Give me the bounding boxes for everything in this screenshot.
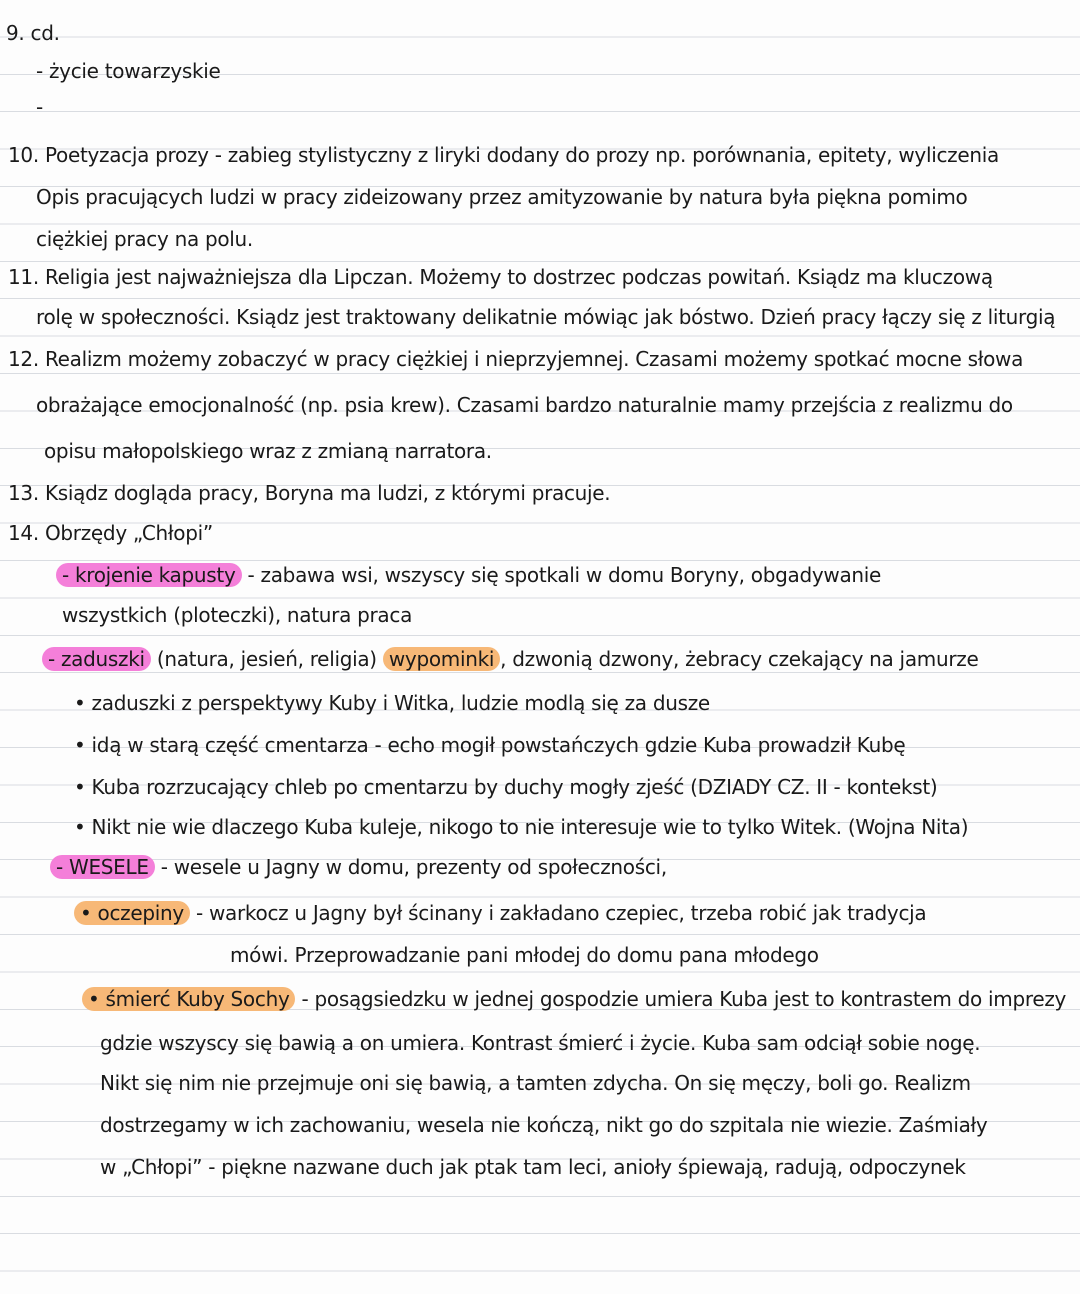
line-smierc-cont-2 [100, 1068, 1072, 1104]
line-wesele [50, 852, 1072, 888]
bullet-oczepiny [74, 898, 1072, 934]
text: w „Chłopi” - piękne nazwane duch jak ptak tam leci, anioły śpiewają, radują, odpoczynek [100, 1155, 966, 1179]
text: , dzwonią dzwony, żebracy czekający na jamurze [500, 647, 979, 671]
text: • zaduszki z perspektywy Kuby i Witka, ludzie modlą się za dusze [74, 691, 710, 715]
line-krojenie-cont [62, 600, 1072, 636]
line-item-10-cont-1 [36, 182, 1072, 218]
text: • Kuba rozrzucający chleb po cmentarzu by duchy mogły zjeść (DZIADY CZ. II - kontekst) [74, 775, 938, 799]
line-item-10-cont-2 [36, 224, 1072, 260]
line-item-12 [8, 344, 1072, 380]
highlight-oczepiny: • oczepiny [74, 901, 190, 925]
bullet-chleb-cmentarz [74, 772, 1072, 808]
text: - posągsiedzku w jednej gospodzie umiera Kuba jest to kontrastem do imprezy [295, 987, 1067, 1011]
text: 10. Poetyzacja prozy - zabieg stylistyczny z liryki dodany do prozy np. porównania, epitety, wyliczenia [8, 143, 999, 167]
line-social-life [36, 56, 1072, 92]
text: 14. Obrzędy „Chłopi” [8, 521, 213, 545]
text: rolę w społeczności. Ksiądz jest traktowany delikatnie mówiąc jak bóstwo. Dzień pracy łączy się z liturgią [36, 305, 1056, 329]
highlight-zaduszki: - zaduszki [42, 647, 151, 671]
text: 11. Religia jest najważniejsza dla Lipczan. Możemy to dostrzec podczas powitań. Ksiądz ma kluczową [8, 265, 993, 289]
bullet-kuba-kuleje [74, 812, 1072, 848]
text: Nikt się nim nie przejmuje oni się bawią, a tamten zdycha. On się męczy, boli go. Realizm [100, 1071, 971, 1095]
line-item-9 [6, 18, 1072, 54]
text: - [36, 95, 43, 119]
text: 9. cd. [6, 21, 60, 45]
highlight-wesele: - WESELE [50, 855, 155, 879]
line-smierc-cont-1 [100, 1028, 1072, 1064]
highlight-smierc-kuby-sochy: • śmierć Kuby Sochy [82, 987, 295, 1011]
line-item-11 [8, 262, 1072, 298]
text: • Nikt nie wie dlaczego Kuba kuleje, nikogo to nie interesuje wie to tylko Witek. (Wojna Nita) [74, 815, 969, 839]
line-item-12-cont-1 [36, 390, 1072, 426]
bullet-zaduszki-perspektywa [74, 688, 1072, 724]
line-krojenie-kapusty [56, 560, 1072, 596]
text: - warkocz u Jagny był ścinany i zakładano czepiec, trzeba robić jak tradycja [189, 901, 927, 925]
text: - zabawa wsi, wszyscy się spotkali w domu Boryny, obgadywanie [241, 563, 882, 587]
text: - życie towarzyskie [36, 59, 221, 83]
line-item-11-cont [36, 302, 1072, 338]
line-dash [36, 92, 1072, 128]
line-smierc-cont-4 [100, 1152, 1072, 1188]
line-smierc-cont-3 [100, 1110, 1072, 1146]
bullet-smierc-kuby [82, 984, 1072, 1020]
line-item-12-cont-2 [44, 436, 1072, 472]
text: mówi. Przeprowadzanie pani młodej do domu pana młodego [230, 943, 819, 967]
text: obrażające emocjonalność (np. psia krew). Czasami bardzo naturalnie mamy przejścia z realizmu do [36, 393, 1013, 417]
line-item-10 [8, 140, 1072, 176]
text: dostrzegamy w ich zachowaniu, wesela nie kończą, nikt go do szpitala nie wiezie. Zaśmiały [100, 1113, 988, 1137]
text: wszystkich (ploteczki), natura praca [62, 603, 413, 627]
text: (natura, jesień, religia) [150, 647, 383, 671]
text: 13. Ksiądz dogląda pracy, Boryna ma ludzi, z którymi pracuje. [8, 481, 611, 505]
text: ciężkiej pracy na polu. [36, 227, 253, 251]
line-item-14 [8, 518, 1072, 554]
bullet-stara-czesc-cmentarza [74, 730, 1072, 766]
text: - wesele u Jagny w domu, prezenty od społeczności, [154, 855, 667, 879]
highlight-wypominki: wypominki [383, 647, 500, 671]
highlight-krojenie-kapusty: - krojenie kapusty [56, 563, 242, 587]
text: 12. Realizm możemy zobaczyć w pracy ciężkiej i nieprzyjemnej. Czasami możemy spotkać mocne słowa [8, 347, 1024, 371]
line-zaduszki [42, 644, 1072, 680]
text: opisu małopolskiego wraz z zmianą narratora. [44, 439, 492, 463]
line-item-13 [8, 478, 1072, 514]
line-oczepiny-cont [230, 940, 1072, 976]
text: Opis pracujących ludzi w pracy zideizowany przez amityzowanie by natura była piękna pomimo [36, 185, 968, 209]
text: • idą w starą część cmentarza - echo mogił powstańczych gdzie Kuba prowadził Kubę [74, 733, 906, 757]
text: gdzie wszyscy się bawią a on umiera. Kontrast śmierć i życie. Kuba sam odciął sobie nogę. [100, 1031, 981, 1055]
